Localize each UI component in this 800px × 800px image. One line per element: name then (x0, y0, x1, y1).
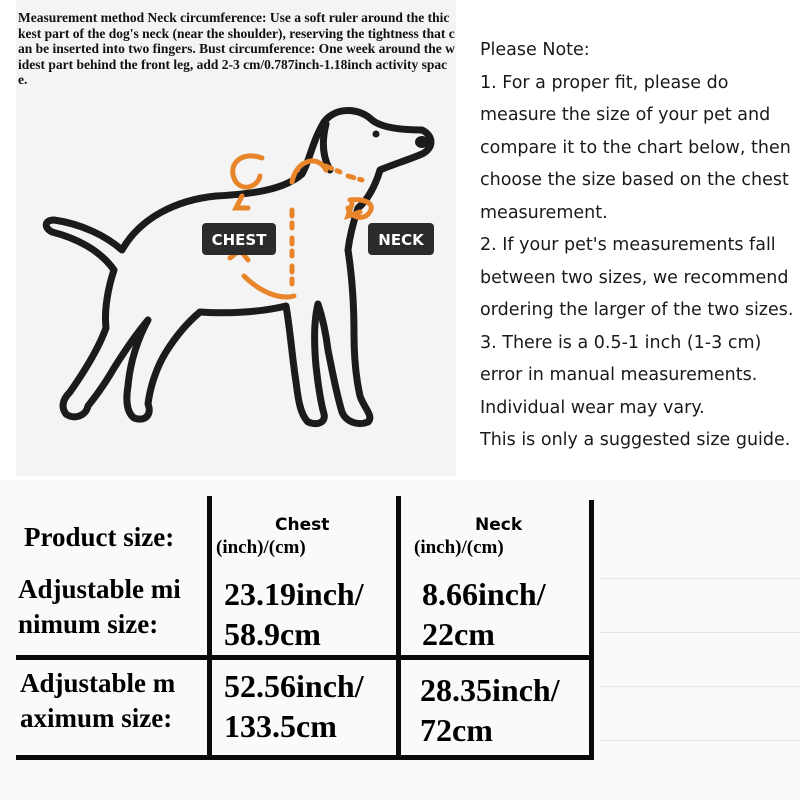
dog-eye (373, 131, 380, 138)
neck-column-unit: (inch)/(cm) (414, 537, 504, 558)
dog-nose (415, 136, 429, 148)
max-neck-inch: 28.35inch/ (420, 672, 560, 708)
please-note-section (480, 34, 798, 457)
chest-column-title: Chest (275, 515, 330, 535)
chest-column-unit: (inch)/(cm) (216, 537, 306, 558)
min-chest-cm: 58.9cm (224, 616, 321, 652)
table-border (589, 500, 594, 758)
note-heading: Please Note: (480, 40, 590, 60)
max-size-label-line: Adjustable m (20, 668, 176, 698)
min-neck-cm: 22cm (422, 616, 495, 652)
measurement-method-text: Measurement method Neck circumference: Use a soft ruler around the thickest part of the dog's neck (near the shoulder), reserving the tightness that can be inserted into two fingers. Bust circumference: One week around the widest part behind the front leg, add 2-3 cm/0.787inch-1.18inch activity space. (18, 10, 455, 87)
dog-ear (323, 124, 330, 170)
note-item-1: 1. For a proper fit, please do measure the size of your pet and compare it to the chart below, then choose the size based on the chest measurement. (480, 72, 791, 223)
min-size-label (18, 572, 181, 642)
neck-label: NECK (378, 231, 424, 249)
max-chest-inch: 52.56inch/ (224, 668, 364, 704)
note-item-3: 3. There is a 0.5-1 inch (1-3 cm) error in manual measurements. Individual wear may vary. (480, 332, 762, 418)
min-size-label-line: Adjustable mi (18, 574, 181, 604)
table-border (396, 496, 401, 758)
max-size-label (20, 666, 175, 736)
neck-column-title: Neck (475, 515, 523, 535)
note-item-4: This is only a suggested size guide. (480, 430, 791, 450)
max-chest-cm: 133.5cm (224, 708, 337, 744)
faint-gridline (600, 686, 800, 687)
min-chest-inch: 23.19inch/ (224, 576, 364, 612)
max-neck-cm: 72cm (420, 712, 493, 748)
min-chest-value (224, 574, 364, 654)
max-chest-value (224, 666, 364, 746)
table-border (16, 755, 594, 760)
faint-gridline (600, 740, 800, 741)
min-size-label-line: nimum size: (18, 609, 159, 639)
table-border (16, 655, 594, 660)
max-size-label-line: aximum size: (20, 703, 173, 733)
chest-label: CHEST (211, 231, 267, 249)
faint-gridline (600, 578, 800, 579)
dog-measurement-illustration (30, 100, 440, 440)
max-neck-value (420, 670, 560, 750)
note-item-2: 2. If your pet's measurements fall between two sizes, we recommend ordering the larger of the two sizes. (480, 235, 794, 320)
product-size-header: Product size: (24, 522, 175, 552)
table-border (207, 496, 212, 758)
min-neck-value (422, 574, 546, 654)
min-neck-inch: 8.66inch/ (422, 576, 546, 612)
faint-gridline (600, 632, 800, 633)
